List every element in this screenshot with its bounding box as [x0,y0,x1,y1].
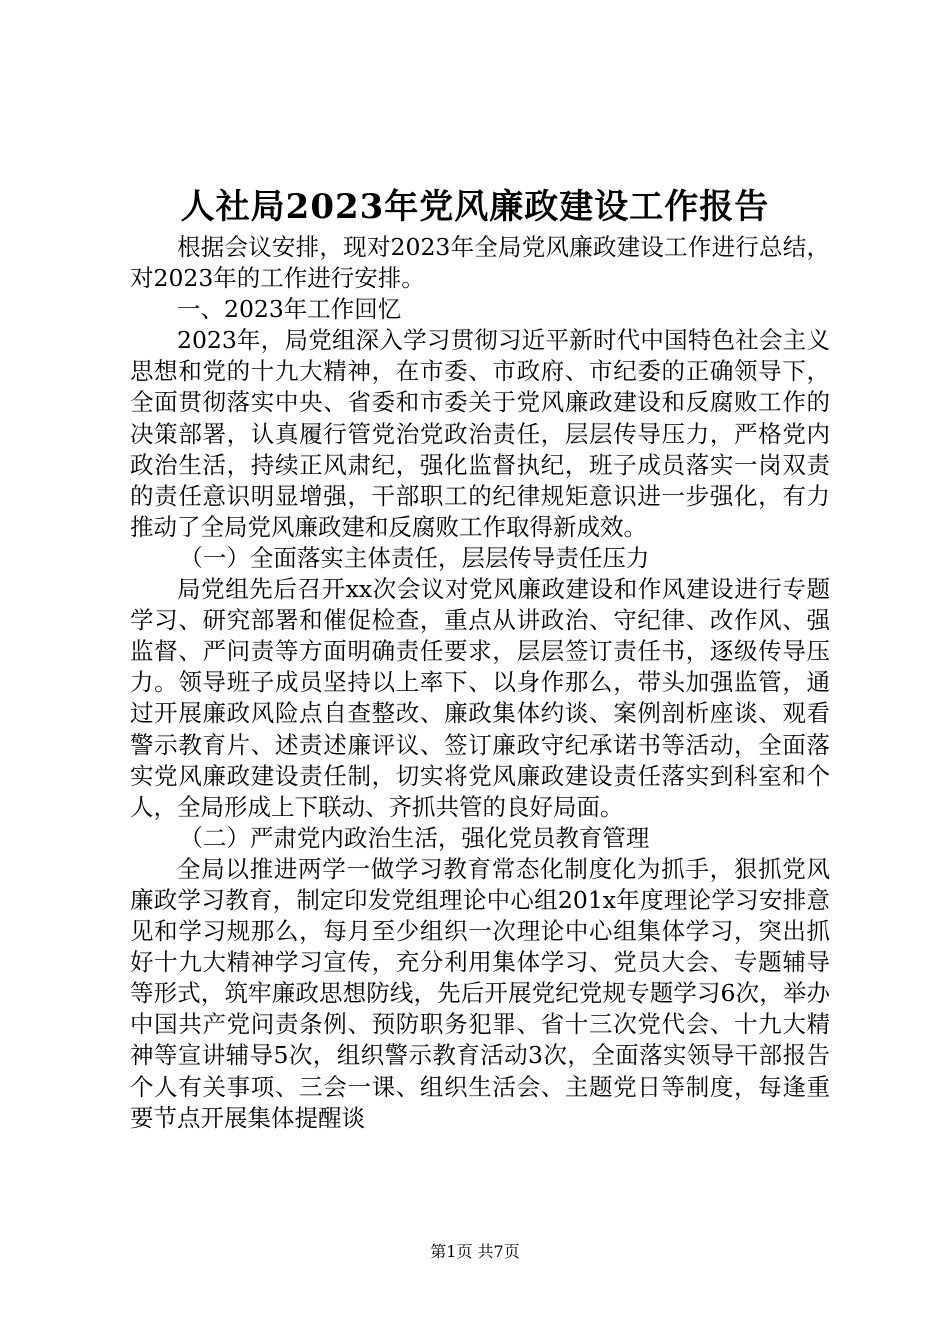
summary-paragraph: 2023年，局党组深入学习贯彻习近平新时代中国特色社会主义思想和党的十九大精神，在市委、市政府、市纪委的正确领导下，全面贯彻落实中央、省委和市委关于党风廉政建设和反腐败工作的决策部署，认真履行管党治党政治责任，层层传导压力，严格党内政治生活，持续正风肃纪，强化监督执纪，班子成员落实一岗双责的责任意识明显增强，干部职工的纪律规矩意识进一步强化，有力推动了全局党风廉政建和反腐败工作取得新成效。 [130,326,830,541]
document-body [130,232,830,1134]
document-title: 人社局2023年党风廉政建设工作报告 [180,187,770,227]
page-footer [0,1241,950,1263]
body-paragraph: 局党组先后召开xx次会议对党风廉政建设和作风建设进行专题学习、研究部署和催促检查，重点从讲政治、守纪律、改作风、强监督、严问责等方面明确责任要求，层层签订责任书，逐级传导压力。领导班子成员坚持以上率下、以身作那么，带头加强监管，通过开展廉政风险点自查整改、廉政集体约谈、案例剖析座谈、观看警示教育片、述责述廉评议、签订廉政守纪承诺书等活动，全面落实党风廉政建设责任制，切实将党风廉政建设责任落实到科室和个人，全局形成上下联动、齐抓共管的良好局面。 [130,575,830,821]
intro-paragraph: 根据会议安排，现对2023年全局党风廉政建设工作进行总结，对2023年的工作进行安排。 [130,233,830,293]
page-number: 第1页 共7页 [430,1242,520,1261]
body-paragraph: 全局以推进两学一做学习教育常态化制度化为抓手，狠抓党风廉政学习教育，制定印发党组理论中心组201x年度理论学习安排意见和学习规那么，每月至少组织一次理论中心组集体学习，突出抓好十九大精神学习宣传，充分利用集体学习、党员大会、专题辅导等形式，筑牢廉政思想防线，先后开展党纪党规专题学习6次，举办中国共产党问责条例、预防职务犯罪、省十三次党代会、十九大精神等宣讲辅导5次，组织警示教育活动3次，全面落实领导干部报告个人有关事项、三会一课、组织生活会、主题党日等制度，每逢重要节点开展集体提醒谈 [130,854,830,1132]
section-heading: 一、2023年工作回忆 [177,295,402,324]
subsection-heading: （一）全面落实主体责任，层层传导责任压力 [179,543,650,572]
subsection-heading: （二）严肃党内政治生活，强化党员教育管理 [179,823,650,852]
